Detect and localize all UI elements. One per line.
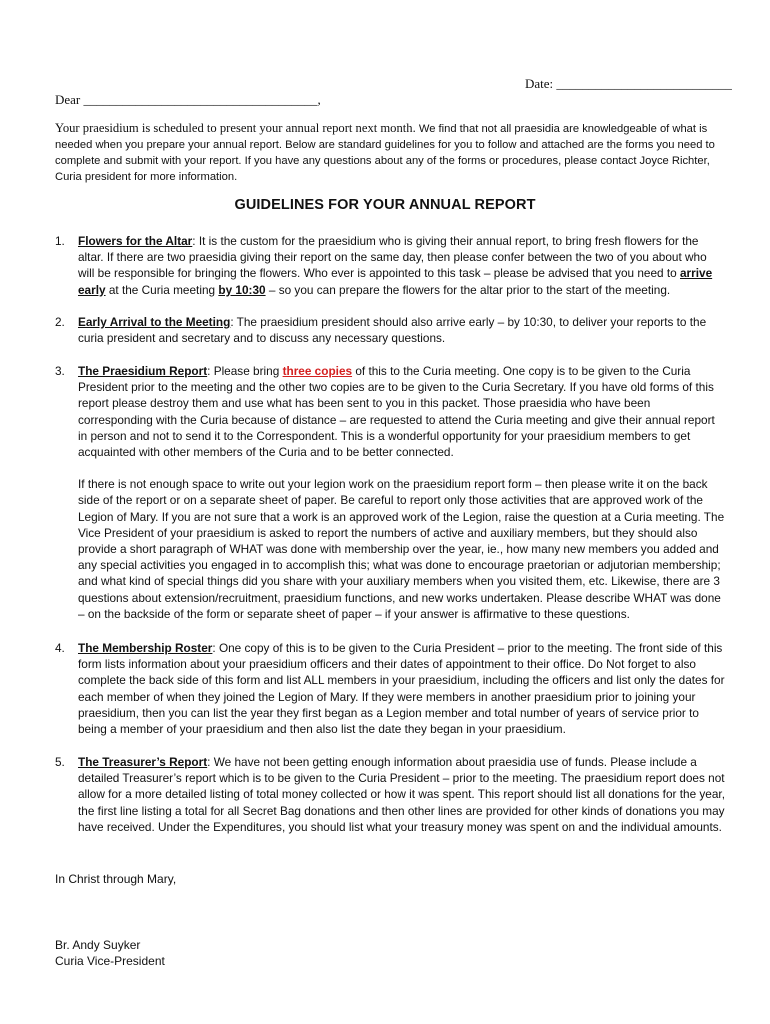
salutation-line: Dear ____________________________________, [55, 92, 321, 107]
intro-first-sentence: Your praesidium is scheduled to present your annual report next month. [55, 121, 416, 135]
signature-block [55, 937, 165, 969]
signature-name: Br. Andy Suyker [55, 938, 141, 952]
guideline-item-membership-roster [55, 640, 725, 737]
item-label: Early Arrival to the Meeting [78, 315, 231, 329]
date-line: Date: ___________________________ [525, 76, 732, 91]
item-text: : The praesidium president should also arrive early – by 10:30, to deliver your reports to the curia president and secretary and to discuss any necessary questions. [78, 315, 707, 346]
intro-paragraph [55, 120, 720, 185]
item-label: Flowers for the Altar [78, 234, 193, 248]
signature-role: Curia Vice-President [55, 954, 165, 968]
guideline-item-flowers [55, 233, 725, 298]
item-text: of this to the Curia meeting. One copy is to be given to the Curia President prior to the meeting and the other two copies are to be given to the Curia Secretary. If you have old forms of this report please destroy them and use what has been sent to you in this packet. Those praesidia who have been corresponding with the Curia because of distance – are requested to attend the Curia meeting and give their annual report in person and not to send it to the Correspondent. This is a wonderful opportunity for your praesidium members to get acquainted with other members of the Curia and to be better connected. [78, 364, 715, 460]
item-text: : We have not been getting enough information about praesidia use of funds. Please include a detailed Treasurer’s report which is to be given to the Curia President – prior to the meeting. The praesidium report does not allow for a more detailed listing of total money collected or how it was spent. This report should list all donations for the year, the first line listing a total for all Secret Bag donations and then other lines are provided for other kinds of donations you may have received. Under the Expenditures, you should list what your treasury money was spent on and the individual amounts. [78, 755, 725, 834]
item-text: at the Curia meeting [105, 282, 219, 297]
item-paragraph-2: If there is not enough space to write out your legion work on the praesidium report form – then please write it on the back side of the report or on a separate sheet of paper. Be careful to report only those activities that are approved work of the Legion of Mary. If you are not sure that a work is an approved work of the Legion, raise the question at a Curia meeting. The Vice President of your praesidium is asked to report the numbers of active and auxiliary members, but they should also provide a short paragraph of WHAT was done with membership over the year, ie., how many new members you added and any special activities you engaged in to accomplish this; what was done to encourage praetorian or adjutorian membership; and what kind of special things did you share with your auxiliary members when you visited them, etc. Likewise, there are 3 questions about extension/recruitment, praesidium functions, and new works undertaken. Please describe WHAT was done – on the backside of the form or separate sheet of paper – if your answer is affirmative to these questions. [78, 477, 725, 621]
item-label: The Praesidium Report [78, 364, 208, 378]
item-number: 1. [55, 234, 65, 248]
item-number: 4. [55, 641, 65, 655]
item-number: 2. [55, 315, 65, 329]
guideline-item-early-arrival [55, 314, 725, 346]
item-text: : One copy of this is to be given to the Curia President – prior to the meeting. The front side of this form lists information about your praesidium officers and their dates of appointment to their office. Do Not forget to also complete the back side of this form and list ALL members in your praesidium, including the officers and list only the dates for each member of when they joined the Legion of Mary. If they were members in another praesidium prior to joining your praesidium, then you can list the year they first began as a Legion member and total number of years of service prior to being a member of your praesidium and then also list the date they began in your praesidium. [78, 641, 725, 737]
closing-line: In Christ through Mary, [55, 872, 177, 886]
page-title: GUIDELINES FOR YOUR ANNUAL REPORT [234, 197, 536, 213]
item-emphasis-time: by 10:30 [218, 282, 266, 297]
item-number: 5. [55, 755, 65, 769]
intro-rest: We find that not all praesidia are knowledgeable of what is needed when you prepare your annual report. Below are standard guidelines for you to follow and attached are the forms you need to complete and submit with your report. If you have any questions about any of the forms or procedures, please contact Joyce Richter, Curia president for more information. [55, 123, 715, 183]
guideline-item-treasurers-report [55, 754, 725, 835]
item-emphasis-three-copies: three copies [282, 364, 353, 378]
item-emphasis-arrive-early: arrive early [78, 266, 713, 297]
item-label: The Membership Roster [78, 641, 213, 655]
item-number: 3. [55, 364, 65, 378]
item-text: : It is the custom for the praesidium who is giving their annual report, to bring fresh flowers for the altar. If there are two praesidia giving their report on the same day, then please confer between the two of you about who will be responsible for bringing the flowers. Who ever is appointed to this task – please be advised that you need to [78, 234, 707, 281]
item-text: : Please bring [207, 364, 283, 378]
item-text: – so you can prepare the flowers for the altar prior to the start of the meeting. [265, 282, 671, 297]
item-label: The Treasurer’s Report [78, 755, 208, 769]
guideline-item-praesidium-report [55, 363, 725, 622]
